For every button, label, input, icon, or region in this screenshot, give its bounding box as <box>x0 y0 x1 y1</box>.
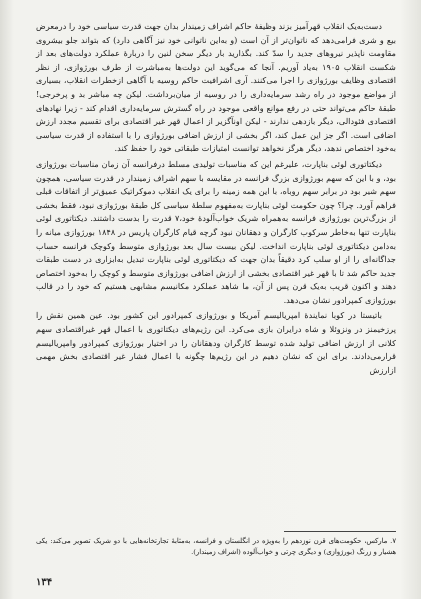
paragraph-2: دیکتاتوری لوئی بناپارت، علیرغم این که مناسبات تولیدی مسلط درفرانسه آن زمان مناسبات بورژوازی بود، و با این که سهم بورژوازی بزرگ فرانسه در مقایسه با سهم اشراف زمیندار در قدرت سیاسی، همچون سهم شیر بود در برابر سهم روباه، با این همه زمینه را برای یک انقلاب دموکراتیک عمیق‌تر از اتفاقات قبلی فراهم آورد. چرا؟ چون حکومت لوئی بناپارت به‌مفهوم سلطهٔ سیاسی کل طبقهٔ بورژوازی نبود، فقط بخشی از بزرگ‌ترین بورژوازی فرانسه به‌همراه شریک خواب‌آلودهٔ خود،۷ قدرت را بدست داشتند. دیکتاتوری لوئی بناپارت تنها به‌خاطر سرکوب کارگران و دهقانان نبود گرچه قیام کارگران پاریس در ۱۸۴۸ بورژوازی میانه را به‌دامن دیکتاتوری لوئی بناپارت انداخت. لیکن بیست سال بعد بورژوازی متوسط وکوچک فرانسه حساب جداگانه‌ای را از او سلب کرد دقیقاً بدان جهت که دیکتاتوری لوئی بناپارت تبدیل به‌ابزاری در دست طبقات جدید حاکم شد تا با قهر غیر اقتصادی بخشی از ارزش اضافی بورژوازی متوسط و کوچک را به‌خود اختصاص دهند و اکنون قریب به‌یک قرن پس از آن، ما شاهد عملکرد مکانیسم مشابهی هستیم که خود را در قالب بورژوازی کمپرادور نشان می‌دهد. <box>36 158 396 305</box>
paragraph-1: دست‌به‌یک انقلاب قهرآمیز بزند وظیفهٔ حاکم اشراف زمیندار بدان جهت قدرت سیاسی خود را درمعرض بیع و شری فرامی‌دهد که ناتوان‌تر از آن است (و به‌این ناتوانی خود نیز آگاهی دارد) که بتواند جلو بیشروی مقاومت ناپذیر نیروهای جدید را سدّ کند. بگذارید بار دیگر سخن لنین را دربارهٔ عملکرد دولت‌های بعد از شکست انقلاب ۱۹۰۵ به‌یاد آوریم. آنجا که می‌گوید این دولت‌ها به‌مباشرت از طرف بورژوازی، از نظر اقتصادی وظایف بورژوازی را اجرا می‌کنند. آری اشرافیت حاکم روسیه با آگاهی ازخطرات انقلاب، بسیاری از مواضع موجود در راه رشد سرمایه‌داری را در روسیه از میان‌برداشت. لیکن چه مباشر بد و پرخرجی! طبقهٔ حاکم می‌تواند حتی در رفع موانع واقعی موجود در راه گسترش سرمایه‌داری اقدام کند - زیرا نهادهای اقتصادی فئودالی، دیگر بازدهی ندارند - لیکن اونآگزیر از اعمال قهر غیر اقتصادی برای تقسیم مجدد ارزش اضافی است. اگر جز این عمل کند، اگر بخشی از ارزش اضافی بورژوازی را با استفاده از قدرت سیاسی به‌خود اختصاص ندهد، دیگر هرگز نخواهد توانست امتیازات طبقاتی خود را حفظ کند. <box>36 21 397 154</box>
page-number: ۱۳۴ <box>36 577 53 588</box>
footnote-divider <box>284 531 396 532</box>
footnote: ۷. مارکس، حکومت‌های قرن نوزدهم را به‌ویژه در انگلستان و فرانسه، به‌مثابهٔ تجارتخانه‌هایی با دو شریک تصویر می‌کند: یکی هشیار و زرنگ (بورژوازی) و دیگری چرتی و خواب‌آلوده (اشراف زمیندار). <box>36 537 396 556</box>
body-text <box>36 20 396 377</box>
paragraph-3: باتیستا در کوبا نماینده‌ٔ امپریالیسم آمریکا و بورژوازی کمپرادور این کشور بود. عین همین نقش را پرزخیمنز در ونزوئلا و شاه درایران بازی می‌کرد. این رژیم‌های دیکتاتوری با اعمال قهر غیراقتصادی سهم کلانی از ارزش اضافی تولید شده توسط کارگران ودهقانان را در اختیار بورژوازی کمپرادور وامپریالیسم قرارمی‌دادند. برای این که نشان دهیم در این رژیم‌ها چگونه با اعمال فشار غیر اقتصادی بخش مهمی ازارزش <box>36 310 396 375</box>
